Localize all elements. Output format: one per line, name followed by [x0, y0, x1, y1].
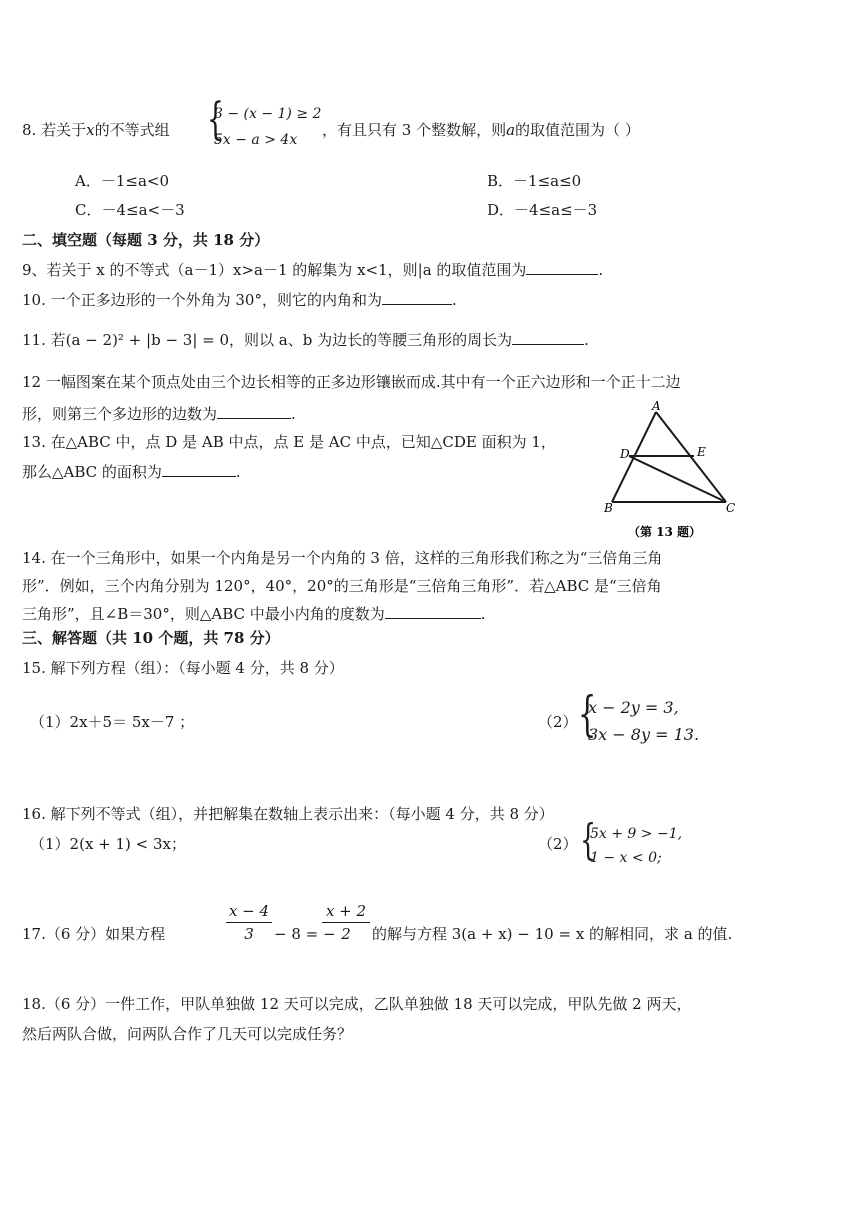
q8-option-a: A．－1≤a<0	[75, 172, 169, 190]
label-d: D	[620, 447, 630, 461]
q17-lead: 17.（6 分）如果方程	[22, 925, 166, 943]
q10-text: 10. 一个正多边形的一个外角为 30°，则它的内角和为	[22, 291, 382, 309]
q10-answer-blank	[382, 290, 452, 305]
q16-part2-eq2: 1 − x < 0;	[590, 850, 662, 866]
q12-text: 形，则第三个多边形的边数为	[22, 405, 218, 423]
q8-tail-text: ，有且只有 3 个整数解，则	[322, 121, 507, 139]
q8-stem	[22, 120, 170, 140]
q8-brace: {	[207, 94, 224, 145]
q13-line1: 13. 在△ABC 中，点 D 是 AB 中点，点 E 是 AC 中点，已知△CDE 面积为 1，	[22, 433, 556, 451]
q15-part2-label: （2）	[538, 713, 578, 731]
q9-answer-blank	[526, 260, 598, 275]
q11-answer-blank	[512, 330, 584, 345]
q16-part2-label: （2）	[538, 835, 578, 853]
q8-option-d: D．－4≤a≤－3	[487, 201, 598, 219]
q14-text: 三角形”，且∠B＝30°，则△ABC 中最小内角的度数为	[22, 605, 385, 623]
q17-frac2-num: x + 2	[322, 900, 370, 923]
q15-part2-eq2: 3x − 8y = 13.	[588, 725, 700, 744]
q11-text: 11. 若(a − 2)² + |b − 3| = 0，则以 a、b 为边长的等腰三角形的周长为	[22, 331, 513, 349]
q11: 11. 若(a − 2)² + |b − 3| = 0，则以 a、b 为边长的等腰三角形的周长为 .	[22, 331, 589, 349]
q17-tail: 的解与方程 3(a + x) − 10 = x 的解相同，求 a 的值.	[372, 925, 733, 943]
q8-system-eq2: 5x − a > 4x	[214, 132, 298, 148]
q14-line2: 形”．例如，三个内角分别为 120°，40°，20°的三角形是“三倍角三角形”．若△ABC 是“三倍角	[22, 577, 662, 595]
q15-part2-brace: {	[578, 686, 597, 742]
q16-part2-brace: {	[580, 815, 597, 864]
q14-answer-blank	[385, 604, 481, 619]
q8-option-b: B．－1≤a≤0	[487, 172, 582, 190]
q15-part1: （1）2x＋5＝ 5x－7 ；	[30, 713, 195, 731]
q12-answer-blank	[217, 404, 291, 419]
label-a: A	[652, 399, 661, 413]
q15-stem: 15. 解下列方程（组）：（每小题 4 分，共 8 分）	[22, 659, 344, 677]
section2-heading: 二、填空题（每题 3 分，共 18 分）	[22, 231, 270, 249]
q17-frac1-den: 3	[244, 925, 254, 943]
q13-answer-blank	[162, 462, 236, 477]
label-e: E	[697, 445, 706, 459]
q17-fraction-2	[322, 900, 370, 945]
q8-var-a: a	[506, 121, 516, 139]
segment-dc	[629, 456, 726, 502]
label-c: C	[726, 501, 736, 515]
q12-line1: 12 一幅图案在某个顶点处由三个边长相等的正多边形镶嵌而成.其中有一个正六边形和一个正十二边	[22, 373, 681, 391]
q16-part1: （1）2(x + 1) < 3x；	[30, 835, 187, 853]
q18-line2: 然后两队合做，问两队合作了几天可以完成任务？	[22, 1025, 353, 1043]
q17-frac1-num: x − 4	[226, 900, 272, 923]
section3-heading: 三、解答题（共 10 个题，共 78 分）	[22, 629, 280, 647]
q13-line2: 那么△ABC 的面积为 .	[22, 463, 241, 481]
q8-option-c: C．－4≤a<－3	[75, 201, 185, 219]
q13-triangle-figure	[598, 398, 748, 546]
q9: 9、若关于 x 的不等式（a－1）x>a－1 的解集为 x<1，则|a 的取值范围为 .	[22, 261, 604, 279]
q17-fraction-1	[226, 900, 272, 945]
q8-tail-text2: 的取值范围为（ ）	[515, 121, 640, 139]
q8-lead: 8. 若关于	[22, 121, 87, 139]
q9-text: 9、若关于 x 的不等式（a－1）x>a－1 的解集为 x<1，则|a 的取值范围为	[22, 261, 527, 279]
q17-frac2-den: 2	[341, 925, 351, 943]
q8-tail	[322, 120, 640, 140]
q16-stem: 16. 解下列不等式（组），并把解集在数轴上表示出来：（每小题 4 分，共 8 分）	[22, 805, 554, 823]
figure-caption: （第 13 题）	[628, 525, 702, 539]
label-b: B	[604, 501, 613, 515]
q14-line1: 14. 在一个三角形中，如果一个内角是另一个内角的 3 倍，这样的三角形我们称之为“三倍角三角	[22, 549, 663, 567]
q8-system-eq1: 3 − (x − 1) ≥ 2	[214, 106, 322, 122]
q16-part2-eq1: 5x + 9 > −1,	[590, 826, 683, 842]
q15-part2-eq1: x − 2y = 3,	[588, 698, 679, 717]
q8-var-x: x	[86, 121, 95, 139]
q12-line2: 形，则第三个多边形的边数为 .	[22, 405, 296, 423]
q13-text: 那么△ABC 的面积为	[22, 463, 162, 481]
q18-line1: 18.（6 分）一件工作，甲队单独做 12 天可以完成，乙队单独做 18 天可以完成，甲队先做 2 两天，	[22, 995, 692, 1013]
q10: 10. 一个正多边形的一个外角为 30°，则它的内角和为 .	[22, 291, 457, 309]
q8-mid: 的不等式组	[94, 121, 170, 139]
q17-mid: − 8 = −	[274, 925, 336, 943]
q14-line3: 三角形”，且∠B＝30°，则△ABC 中最小内角的度数为 .	[22, 605, 486, 623]
